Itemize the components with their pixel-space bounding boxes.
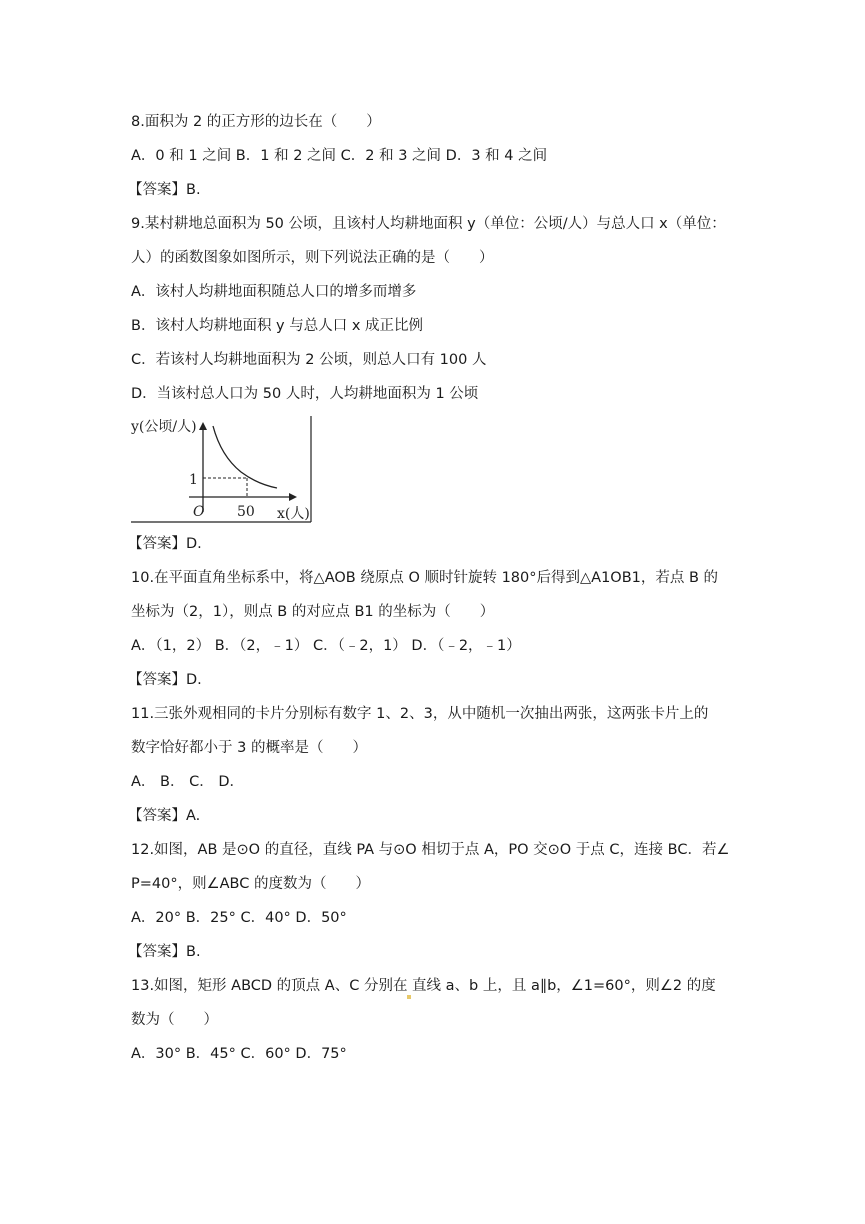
question-9-answer: 【答案】D.: [128, 536, 202, 552]
question-9-option-d: D．当该村总人口为 50 人时，人均耕地面积为 1 公顷: [131, 386, 479, 402]
question-12-stem-line-2: P=40°，则∠ABC 的度数为（ ）: [131, 876, 370, 892]
x-tick-label: 50: [237, 504, 255, 520]
origin-label: O: [193, 504, 205, 520]
question-8-options: A．0 和 1 之间 B．1 和 2 之间 C．2 和 3 之间 D．3 和 4 之间: [131, 148, 548, 164]
question-10-stem-line-2: 坐标为（2，1），则点 B 的对应点 B1 的坐标为（ ）: [131, 604, 495, 620]
question-12-answer: 【答案】B.: [128, 944, 201, 960]
inverse-function-graph: [131, 416, 313, 524]
question-8-stem: 8.面积为 2 的正方形的边长在（ ）: [131, 114, 381, 130]
question-9-option-a: A．该村人均耕地面积随总人口的增多而增多: [131, 284, 417, 300]
image-placeholder-marker: [407, 995, 411, 999]
x-axis-label: x(人): [277, 506, 310, 522]
question-9-stem-line-2: 人）的函数图象如图所示，则下列说法正确的是（ ）: [131, 250, 494, 266]
x-axis-arrow: [289, 493, 297, 501]
question-11-options: A． B． C． D．: [131, 774, 244, 790]
question-8-answer: 【答案】B.: [128, 182, 201, 198]
question-9-option-c: C．若该村人均耕地面积为 2 公顷，则总人口有 100 人: [131, 352, 487, 368]
question-11-stem-line-1: 11.三张外观相同的卡片分别标有数字 1、2、3，从中随机一次抽出两张，这两张卡片上的: [131, 706, 709, 722]
question-9-option-b: B．该村人均耕地面积 y 与总人口 x 成正比例: [131, 318, 424, 334]
question-11-stem-line-2: 数字恰好都小于 3 的概率是（ ）: [131, 740, 367, 756]
hyperbola-curve: [213, 426, 277, 488]
question-13-stem-line-2: 数为（ ）: [131, 1012, 218, 1028]
question-10-stem-line-1: 10.在平面直角坐标系中，将△AOB 绕原点 O 顺时针旋转 180°后得到△A1OB1，若点 B 的: [131, 570, 719, 586]
question-13-options: A．30° B．45° C．60° D．75°: [131, 1046, 347, 1062]
question-13-stem-line-1: 13.如图，矩形 ABCD 的顶点 A、C 分别在 直线 a、b 上，且 a∥b，∠1=60°，则∠2 的度: [131, 978, 716, 994]
question-11-answer: 【答案】A.: [128, 808, 201, 824]
question-10-options: A．（1，2） B．（2，﹣1） C．（﹣2，1） D．（﹣2，﹣1）: [131, 638, 521, 654]
y-axis-label: y(公顷/人): [131, 419, 197, 435]
question-10-answer: 【答案】D.: [128, 672, 202, 688]
question-12-stem-line-1: 12.如图，AB 是⊙O 的直径，直线 PA 与⊙O 相切于点 A，PO 交⊙O 于点 C，连接 BC．若∠: [131, 842, 730, 858]
question-12-options: A．20° B．25° C．40° D．50°: [131, 910, 347, 926]
question-9-stem-line-1: 9.某村耕地总面积为 50 公顷，且该村人均耕地面积 y（单位：公顷/人）与总人口 x（单位：: [131, 216, 726, 232]
y-tick-label: 1: [189, 472, 198, 488]
y-axis-arrow: [199, 422, 207, 430]
